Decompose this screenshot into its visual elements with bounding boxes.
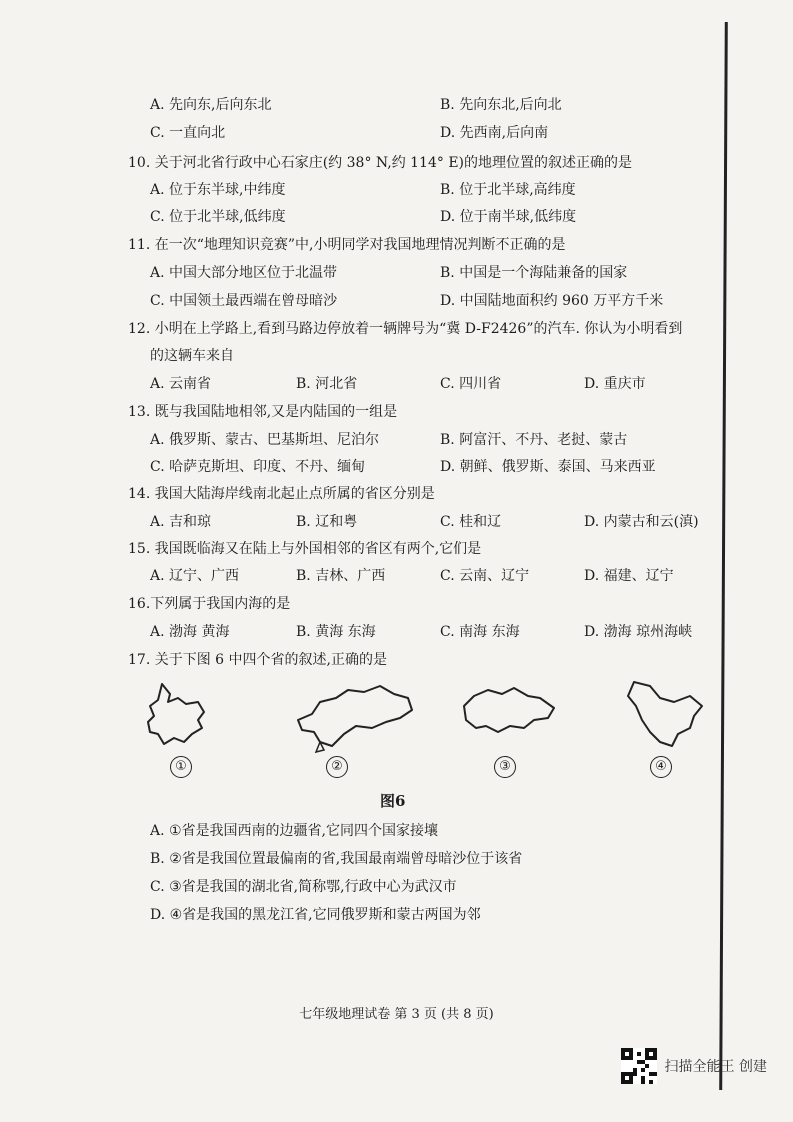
q16-option-b: B. 黄海 东海 [296, 624, 376, 640]
fig-label-2: ② [326, 756, 348, 778]
watermark-text: 扫描全能王 创建 [664, 1059, 767, 1075]
figure-title: 图6 [380, 792, 406, 810]
q10-option-d: D. 位于南半球,低纬度 [440, 209, 577, 225]
q10-option-b: B. 位于北半球,高纬度 [440, 182, 576, 198]
q13-option-a: A. 俄罗斯、蒙古、巴基斯坦、尼泊尔 [150, 432, 380, 448]
scanner-watermark [621, 1048, 767, 1084]
q13-option-b: B. 阿富汗、不丹、老挝、蒙古 [440, 432, 628, 448]
province-map-2 [290, 676, 420, 756]
fig-label-3: ③ [494, 756, 516, 778]
q15-option-d: D. 福建、辽宁 [584, 568, 674, 584]
prev-option-a: A. 先向东,后向东北 [150, 97, 272, 113]
q11-stem: 11. 在一次“地理知识竞赛”中,小明同学对我国地理情况判断不正确的是 [128, 237, 566, 253]
q17-option-a: A. ①省是我国西南的边疆省,它同四个国家接壤 [150, 823, 439, 839]
q17-option-b: B. ②省是我国位置最偏南的省,我国最南端曾母暗沙位于该省 [150, 851, 523, 867]
page-footer: 七年级地理试卷 第 3 页 (共 8 页) [299, 1007, 494, 1022]
q12-option-a: A. 云南省 [150, 376, 212, 392]
q17-option-c: C. ③省是我国的湖北省,简称鄂,行政中心为武汉市 [150, 879, 457, 895]
q13-option-c: C. 哈萨克斯坦、印度、不丹、缅甸 [150, 459, 366, 475]
q16-option-c: C. 南海 东海 [440, 624, 520, 640]
q11-option-c: C. 中国领土最西端在曾母暗沙 [150, 293, 338, 309]
q13-stem: 13. 既与我国陆地相邻,又是内陆国的一组是 [128, 404, 398, 420]
q14-option-c: C. 桂和辽 [440, 514, 502, 530]
binding-line [719, 22, 728, 1090]
prev-option-d: D. 先西南,后向南 [440, 125, 549, 141]
q12-stem-line2: 的这辆车来自 [150, 348, 234, 364]
prev-option-b: B. 先向东北,后向北 [440, 97, 562, 113]
q16-stem: 16.下列属于我国内海的是 [128, 596, 291, 612]
q10-option-c: C. 位于北半球,低纬度 [150, 209, 286, 225]
fig-label-1: ① [170, 756, 192, 778]
province-map-3 [458, 676, 568, 756]
q14-stem: 14. 我国大陆海岸线南北起止点所属的省区分别是 [128, 486, 435, 502]
q15-option-b: B. 吉林、广西 [296, 568, 386, 584]
q12-option-c: C. 四川省 [440, 376, 502, 392]
fig-label-4: ④ [650, 756, 672, 778]
q14-option-a: A. 吉和琼 [150, 514, 212, 530]
q11-option-a: A. 中国大部分地区位于北温带 [150, 265, 338, 281]
q12-option-b: B. 河北省 [296, 376, 358, 392]
q11-option-b: B. 中国是一个海陆兼备的国家 [440, 265, 628, 281]
q17-stem: 17. 关于下图 6 中四个省的叙述,正确的是 [128, 652, 387, 668]
q16-option-a: A. 渤海 黄海 [150, 624, 230, 640]
q10-option-a: A. 位于东半球,中纬度 [150, 182, 286, 198]
q17-option-d: D. ④省是我国的黑龙江省,它同俄罗斯和蒙古两国为邻 [150, 907, 481, 923]
q11-option-d: D. 中国陆地面积约 960 万平方千米 [440, 293, 664, 309]
q14-option-b: B. 辽和粤 [296, 514, 358, 530]
q15-option-c: C. 云南、辽宁 [440, 568, 530, 584]
q12-stem-line1: 12. 小明在上学路上,看到马路边停放着一辆牌号为“冀 D-F2426”的汽车. 你认为小明看到 [128, 321, 683, 337]
q16-option-d: D. 渤海 琼州海峡 [584, 624, 693, 640]
qr-code-icon [621, 1048, 657, 1084]
province-map-1 [140, 676, 220, 756]
province-map-4 [620, 676, 710, 756]
prev-option-c: C. 一直向北 [150, 125, 226, 141]
q10-stem: 10. 关于河北省行政中心石家庄(约 38° N,约 114° E)的地理位置的叙述正确的是 [128, 155, 632, 171]
province-figure [140, 676, 700, 776]
q14-option-d: D. 内蒙古和云(滇) [584, 514, 699, 530]
q12-option-d: D. 重庆市 [584, 376, 646, 392]
q13-option-d: D. 朝鲜、俄罗斯、泰国、马来西亚 [440, 459, 656, 475]
q15-stem: 15. 我国既临海又在陆上与外国相邻的省区有两个,它们是 [128, 541, 482, 557]
q15-option-a: A. 辽宁、广西 [150, 568, 240, 584]
